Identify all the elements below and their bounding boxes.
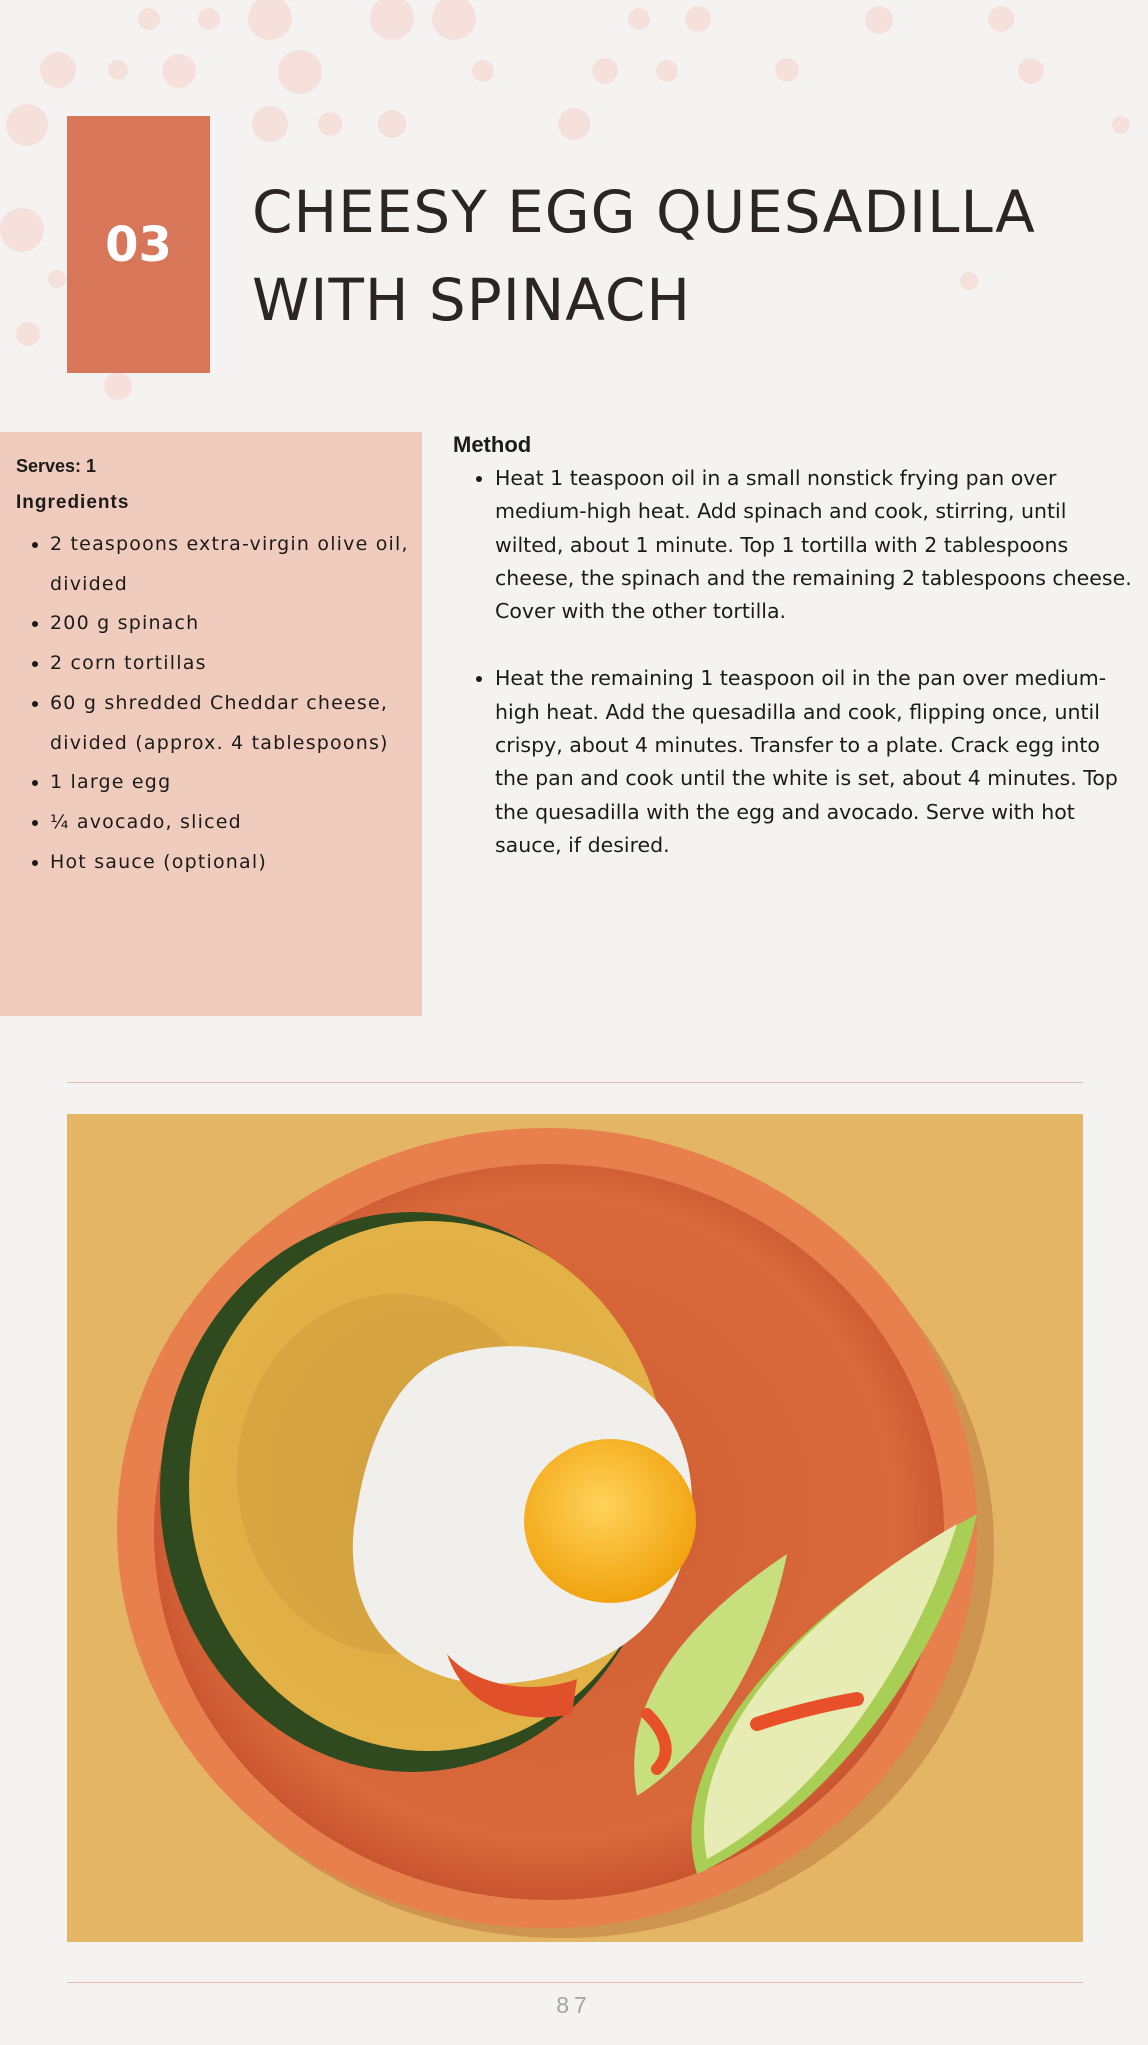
divider-top	[67, 1082, 1083, 1083]
ingredient-item: • 60 g shredded Cheddar cheese, divided (approx. 4 tablespoons)	[50, 684, 436, 763]
ingredient-item: • 1 large egg	[50, 763, 436, 803]
recipe-number-badge	[67, 116, 210, 373]
ingredient-item: • Hot sauce (optional)	[50, 843, 436, 883]
recipe-title: CHEESY EGG QUESADILLA WITH SPINACH	[252, 178, 1036, 334]
method-steps	[453, 462, 1135, 896]
page-number: 87	[556, 1992, 592, 2018]
ingredients-heading: Ingredients	[16, 492, 130, 513]
serves-label: Serves: 1	[16, 456, 97, 476]
ingredient-item: • ¼ avocado, sliced	[50, 803, 436, 843]
divider-bottom	[67, 1982, 1083, 1983]
recipe-photo	[67, 1114, 1083, 1942]
ingredient-item: • 2 corn tortillas	[50, 644, 436, 684]
method-step: • Heat 1 teaspoon oil in a small nonstick frying pan over medium-high heat. Add spinach and cook, stirring, until wilted, about 1 minute. Top 1 tortilla with 2 tablespoons cheese, the spinach and the remaining 2 tablespoons cheese. Cover with the other tortilla.	[495, 462, 1135, 628]
ingredient-item: • 200 g spinach	[50, 604, 436, 644]
method-step: • Heat the remaining 1 teaspoon oil in the pan over medium-high heat. Add the quesadilla and cook, flipping once, until crispy, about 4 minutes. Transfer to a plate. Crack egg into the pan and cook until the white is set, about 4 minutes. Top the quesadilla with the egg and avocado. Serve with hot sauce, if desired.	[495, 662, 1135, 862]
method-heading: Method	[453, 432, 532, 457]
recipe-number: 03	[105, 216, 172, 273]
ingredient-item: • 2 teaspoons extra-virgin olive oil, divided	[50, 525, 436, 604]
ingredients-list	[16, 525, 436, 882]
